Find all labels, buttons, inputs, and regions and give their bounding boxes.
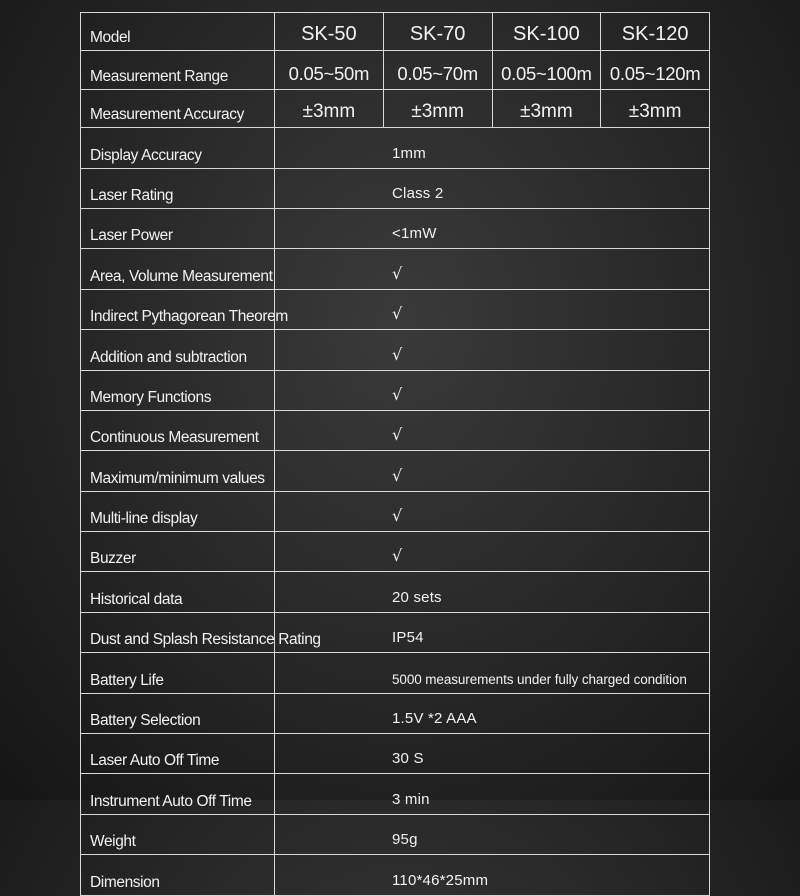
spec-label: Dimension bbox=[81, 855, 275, 895]
range-sk120: 0.05~120m bbox=[601, 51, 710, 89]
range-sk50: 0.05~50m bbox=[275, 51, 384, 89]
check-icon: √ bbox=[392, 546, 403, 566]
spec-row bbox=[81, 208, 710, 248]
spec-row bbox=[81, 330, 710, 370]
spec-row bbox=[81, 653, 710, 693]
spec-row bbox=[81, 289, 710, 329]
accuracy-sk120: ±3mm bbox=[601, 89, 710, 127]
spec-label: Battery Selection bbox=[81, 693, 275, 733]
model-sk120: SK-120 bbox=[601, 13, 710, 51]
spec-row bbox=[81, 168, 710, 208]
spec-value: <1mW bbox=[275, 208, 710, 248]
spec-row bbox=[81, 814, 710, 854]
spec-value: Class 2 bbox=[275, 168, 710, 208]
accuracy-label: Measurement Accuracy bbox=[81, 89, 275, 127]
spec-value: IP54 bbox=[275, 612, 710, 652]
spec-value: 1.5V *2 AAA bbox=[275, 693, 710, 733]
spec-row bbox=[81, 451, 710, 491]
spec-label: Buzzer bbox=[81, 532, 275, 572]
spec-row bbox=[81, 572, 710, 612]
spec-row bbox=[81, 612, 710, 652]
spec-row bbox=[81, 855, 710, 895]
model-sk70: SK-70 bbox=[383, 13, 492, 51]
spec-row bbox=[81, 491, 710, 531]
spec-label: Maximum/minimum values bbox=[81, 451, 275, 491]
spec-label: Memory Functions bbox=[81, 370, 275, 410]
spec-value: 30 S bbox=[275, 734, 710, 774]
range-row bbox=[81, 51, 710, 89]
spec-row bbox=[81, 370, 710, 410]
check-icon: √ bbox=[392, 344, 403, 364]
spec-row bbox=[81, 532, 710, 572]
spec-label: Instrument Auto Off Time bbox=[81, 774, 275, 814]
accuracy-sk70: ±3mm bbox=[383, 89, 492, 127]
check-icon: √ bbox=[392, 263, 403, 283]
spec-label: Laser Rating bbox=[81, 168, 275, 208]
accuracy-row bbox=[81, 89, 710, 127]
spec-table bbox=[80, 12, 710, 896]
model-label: Model bbox=[81, 13, 275, 51]
spec-row bbox=[81, 249, 710, 289]
check-icon: √ bbox=[392, 465, 403, 485]
spec-label: Historical data bbox=[81, 572, 275, 612]
spec-value: 3 min bbox=[275, 774, 710, 814]
spec-row bbox=[81, 734, 710, 774]
accuracy-sk100: ±3mm bbox=[492, 89, 601, 127]
spec-label: Laser Power bbox=[81, 208, 275, 248]
spec-label: Indirect Pythagorean Theorem bbox=[81, 289, 275, 329]
spec-row bbox=[81, 128, 710, 168]
spec-label: Continuous Measurement bbox=[81, 410, 275, 450]
model-row bbox=[81, 13, 710, 51]
spec-label: Addition and subtraction bbox=[81, 330, 275, 370]
spec-label: Laser Auto Off Time bbox=[81, 734, 275, 774]
spec-value: 110*46*25mm bbox=[275, 855, 710, 895]
range-sk100: 0.05~100m bbox=[492, 51, 601, 89]
range-label: Measurement Range bbox=[81, 51, 275, 89]
spec-value: 20 sets bbox=[275, 572, 710, 612]
spec-row bbox=[81, 410, 710, 450]
accuracy-sk50: ±3mm bbox=[275, 89, 384, 127]
spec-row bbox=[81, 774, 710, 814]
model-sk100: SK-100 bbox=[492, 13, 601, 51]
model-sk50: SK-50 bbox=[275, 13, 384, 51]
spec-label: Display Accuracy bbox=[81, 128, 275, 168]
spec-label: Area, Volume Measurement bbox=[81, 249, 275, 289]
spec-label: Dust and Splash Resistance Rating bbox=[81, 612, 275, 652]
spec-value: 1mm bbox=[275, 128, 710, 168]
check-icon: √ bbox=[392, 384, 403, 404]
spec-label: Battery Life bbox=[81, 653, 275, 693]
spec-row bbox=[81, 693, 710, 733]
spec-value: 5000 measurements under fully charged condition bbox=[275, 653, 710, 693]
spec-value: 95g bbox=[275, 814, 710, 854]
range-sk70: 0.05~70m bbox=[383, 51, 492, 89]
check-icon: √ bbox=[392, 506, 403, 526]
check-icon: √ bbox=[392, 425, 403, 445]
spec-label: Weight bbox=[81, 814, 275, 854]
spec-label: Multi-line display bbox=[81, 491, 275, 531]
check-icon: √ bbox=[392, 304, 403, 324]
